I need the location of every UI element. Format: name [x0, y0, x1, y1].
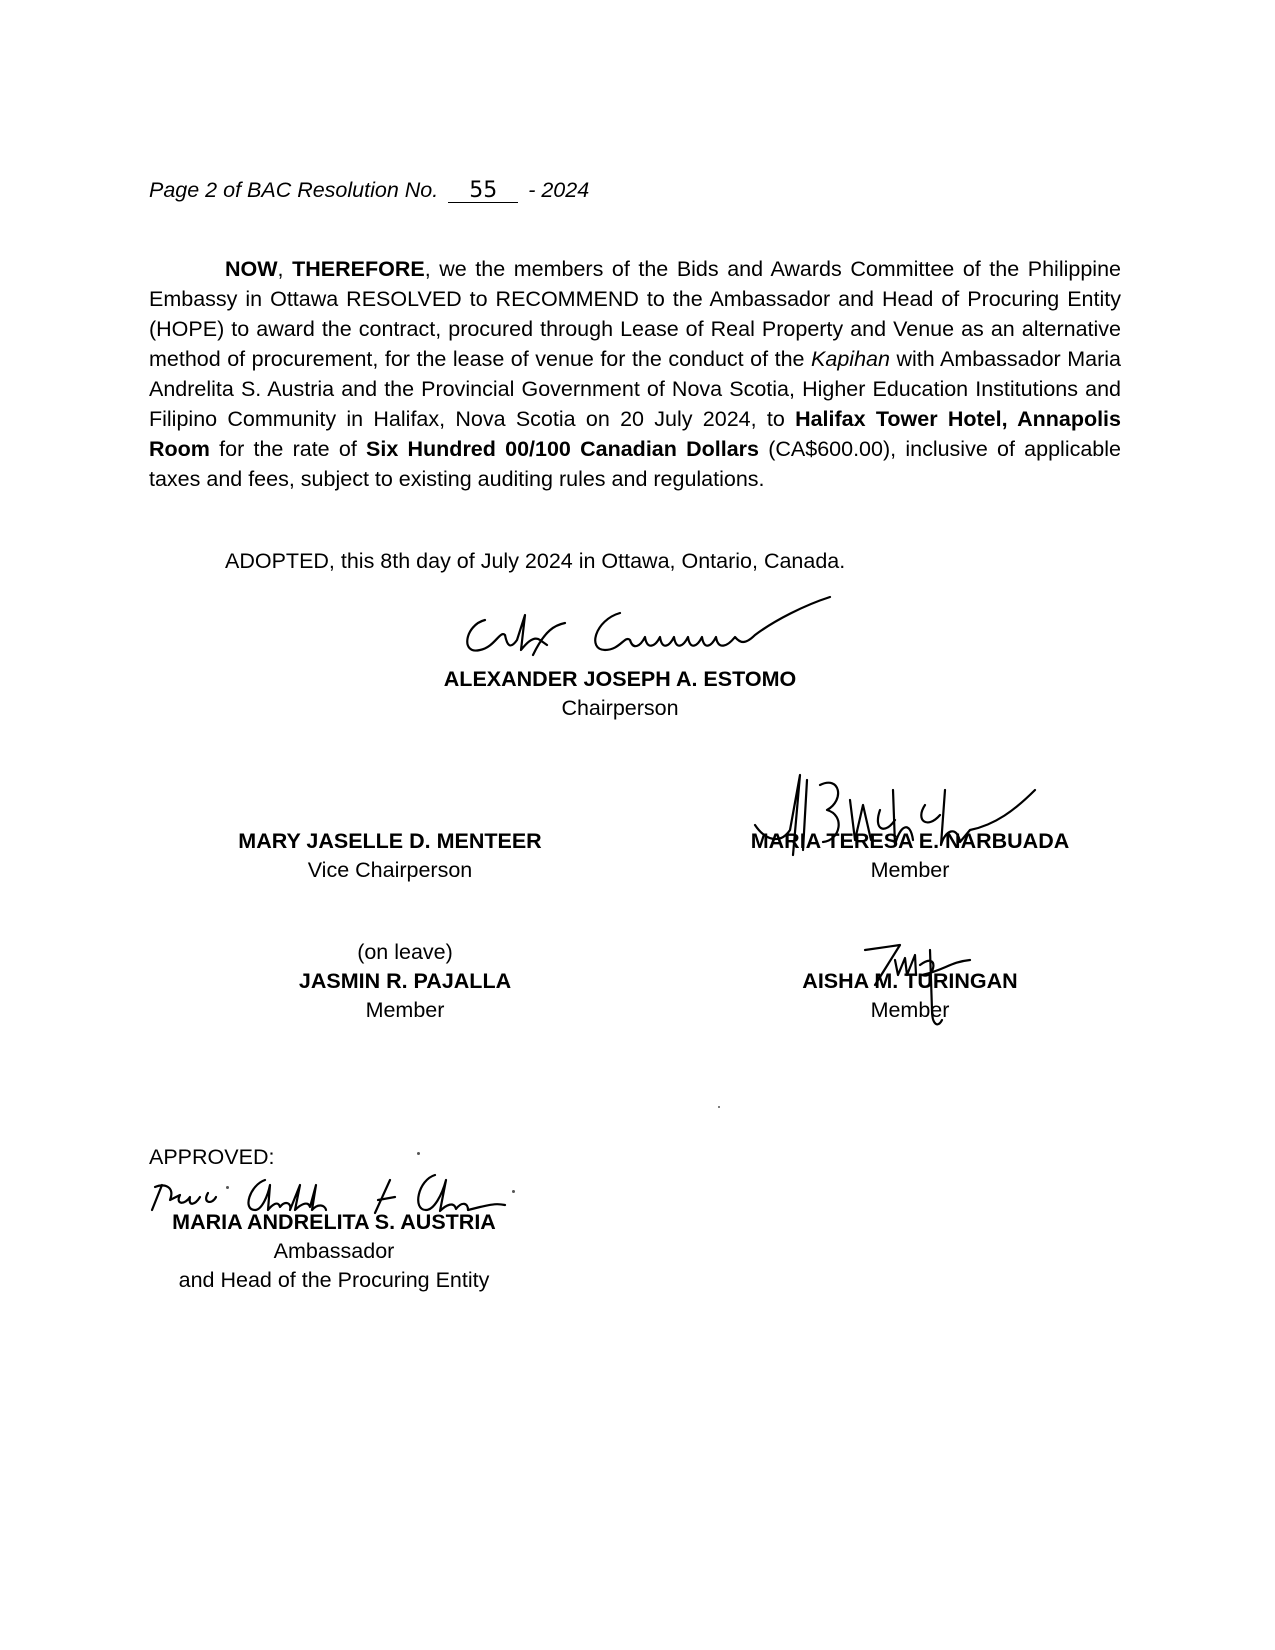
approver-block: [144, 1208, 524, 1295]
scan-speck: [718, 1106, 720, 1108]
resolution-number: 55: [448, 180, 518, 203]
approver-role-2: and Head of the Procuring Entity: [178, 1268, 490, 1292]
resolution-text-3: for the rate of: [209, 437, 367, 461]
header-prefix: Page 2 of BAC Resolution No.: [149, 178, 439, 202]
resolution-text-4: (CA$600.00), inclusive of applicable taxes and fees, subject to existing auditing rules and regulations.: [149, 437, 1121, 491]
signature-dot: [226, 1186, 229, 1189]
resolution-paragraph: NOW, THEREFORE, we the members of the Bids and Awards Committee of the Philippine Embassy in Ottawa RESOLVED to RECOMMEND to the Ambassador and Head of Procuring Entity (HOPE) to award the contract, procured through Lease of Real Property and Venue as an alternative method of procurement, for the lease of venue for the conduct of the Kapihan with Ambassador Maria Andrelita S. Austria and the Provincial Government of Nova Scotia, Higher Education Institutions and Filipino Community in Halifax, Nova Scotia on 20 July 2024, to Halifax Tower Hotel, Annapolis Room for the rate of Six Hundred 00/100 Canadian Dollars (CA$600.00), inclusive of applicable taxes and fees, subject to existing auditing rules and regulations.: [149, 257, 1121, 491]
vice-chairperson-name: MARY JASELLE D. MENTEER: [238, 829, 542, 853]
member-turingan-name: AISHA M. TURINGAN: [802, 969, 1018, 993]
signature-dot: [512, 1190, 515, 1193]
member-narbuada-signature: [745, 770, 1075, 900]
member-pajalla-role: Member: [365, 998, 445, 1022]
vice-chairperson-role: Vice Chairperson: [307, 858, 473, 882]
approver-name: MARIA ANDRELITA S. AUSTRIA: [172, 1210, 496, 1234]
chairperson-signature: [455, 595, 835, 675]
member-narbuada-role: Member: [870, 858, 950, 882]
member-narbuada-name: MARIA TERESA E. NARBUADA: [750, 829, 1070, 853]
signature-dot: [417, 1152, 420, 1155]
page-header: [149, 178, 589, 203]
member-pajalla-name: JASMIN R. PAJALLA: [298, 969, 512, 993]
chairperson-block: [420, 665, 820, 723]
member-turingan-signature: [860, 940, 1000, 1035]
resolution-text-2: with Ambassador Maria Andrelita S. Austria and the Provincial Government of Nova Scotia, Higher Education Institutions and Filipino Community in Halifax, Nova Scotia on 20 July 2024, to: [149, 347, 1121, 431]
chairperson-name: ALEXANDER JOSEPH A. ESTOMO: [443, 667, 797, 691]
amount-words: Six Hundred 00/100 Canadian Dollars: [366, 437, 759, 461]
member-pajalla-block: [220, 938, 590, 1025]
therefore-keyword: THEREFORE: [292, 257, 425, 281]
venue-name: Halifax Tower Hotel, Annapolis Room: [149, 407, 1121, 461]
approver-role-1: Ambassador: [273, 1239, 395, 1263]
adopted-statement: ADOPTED, this 8th day of July 2024 in Ottawa, Ontario, Canada.: [225, 549, 846, 573]
now-keyword: NOW: [225, 257, 278, 281]
member-turingan-role: Member: [870, 998, 950, 1022]
vice-chairperson-block: [195, 827, 585, 885]
member-pajalla-status: (on leave): [357, 940, 453, 964]
approved-label: APPROVED:: [149, 1145, 275, 1169]
kapihan-term: Kapihan: [811, 347, 890, 371]
chairperson-role: Chairperson: [561, 696, 679, 720]
header-year: - 2024: [528, 178, 590, 202]
resolution-text-1: , we the members of the Bids and Awards Committee of the Philippine Embassy in Ottawa RESOLVED to RECOMMEND to the Ambassador and Head of Procuring Entity (HOPE) to award the contract, procured through Lease of Real Property and Venue as an alternative method of procurement, for the lease of venue for the conduct of the: [149, 257, 1121, 371]
